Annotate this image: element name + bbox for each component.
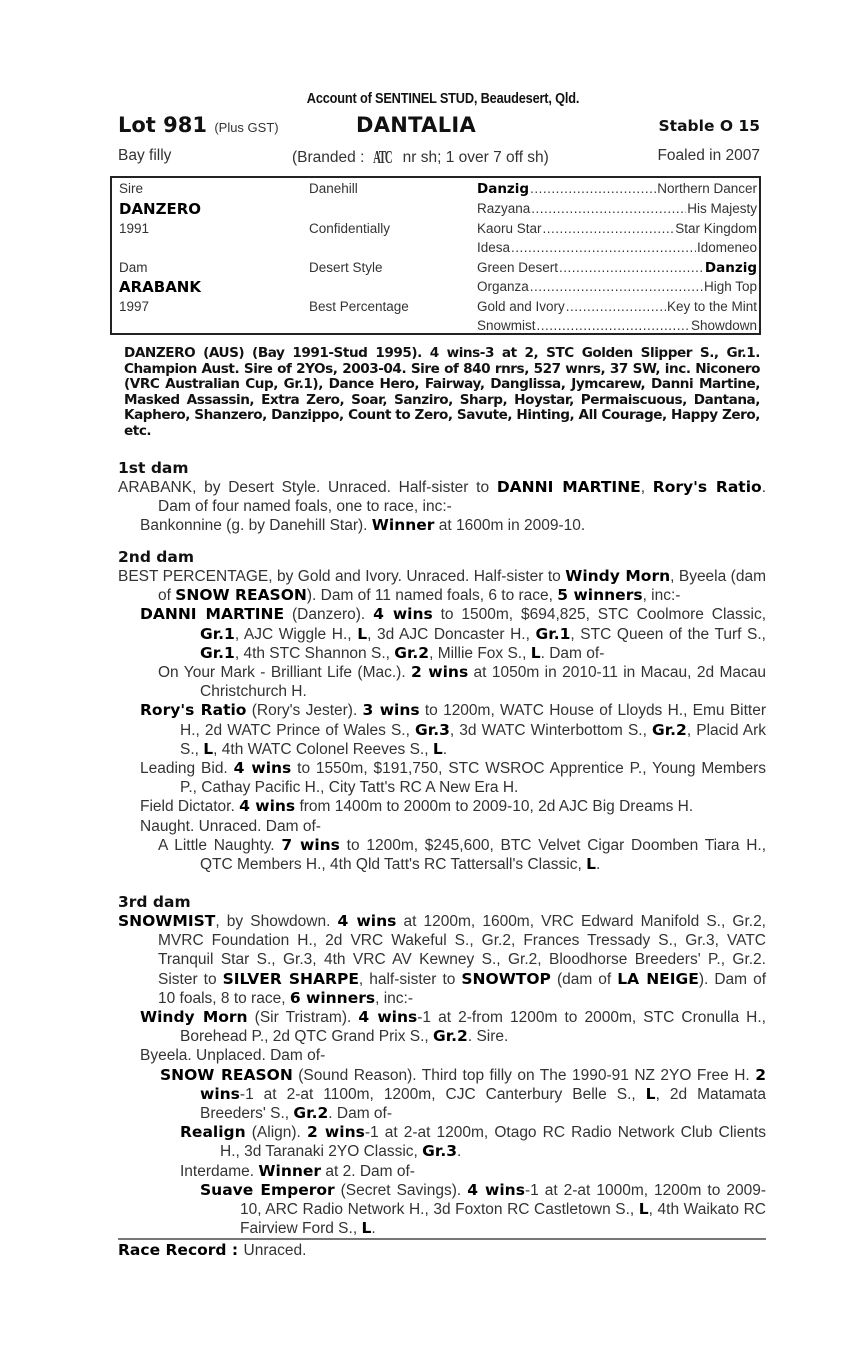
gen3-row bbox=[477, 279, 757, 294]
progeny-entry: Windy Morn (Sir Tristram). 4 wins-1 at 2-from 1200m to 2000m, STC Cronulla H., Borehead P., 2d QTC Grand Prix S., Gr.2. Sire. bbox=[140, 1008, 766, 1046]
gen3-right: High Top bbox=[703, 279, 757, 294]
sire-summary: DANZERO (AUS) (Bay 1991-Stud 1995). 4 wins-3 at 2, STC Golden Slipper S., Gr.1. Champion Aust. Sire of 2YOs, 2003-04. Sire of 840 rnrs, 527 wnrs, 37 SW, inc. Niconero (VRC Australian Cup, Gr.1), Dance Hero, Fairway, Danglissa, Jymcarew, Danni Martine, Masked Assassin, Extra Zero, Soar, Sanziro, Sharp, Hoystar, Permaiscuous, Dantana, Kaphero, Shanzero, Danzippo, Count to Zero, Savute, Hinting, All Courage, Happy Zero, etc. bbox=[124, 345, 760, 439]
leader-dots bbox=[511, 240, 696, 255]
dam-dam: Best Percentage bbox=[309, 299, 409, 314]
leader-dots bbox=[543, 221, 675, 236]
leader-dots bbox=[530, 279, 703, 294]
lot-label: Lot 981 bbox=[118, 113, 207, 137]
race-record-value: Unraced. bbox=[243, 1242, 307, 1259]
gen3-left: Idesa bbox=[477, 240, 511, 255]
gen3-left: Gold and Ivory bbox=[477, 299, 565, 314]
gen3-left: Organza bbox=[477, 279, 529, 294]
second-dam-heading: 2nd dam bbox=[118, 548, 195, 566]
leader-dots bbox=[530, 181, 656, 197]
gen3-right: Showdown bbox=[690, 318, 757, 333]
gen3-row bbox=[477, 260, 757, 276]
gen3-row bbox=[477, 221, 757, 236]
gen3-right: Key to the Mint bbox=[666, 299, 757, 314]
color-sex: Bay filly bbox=[118, 147, 172, 164]
sire-sire: Danehill bbox=[309, 181, 358, 196]
gen3-left: Kaoru Star bbox=[477, 221, 542, 236]
progeny-entry: Rory's Ratio (Rory's Jester). 3 wins to 1200m, WATC House of Lloyds H., Emu Bitter H., 2d WATC Prince of Wales S., Gr.3, 3d WATC Winterbottom S., Gr.2, Placid Ark S., L, 4th WATC Colonel Reeves S., L. bbox=[140, 701, 766, 758]
gen3-left: Green Desert bbox=[477, 260, 559, 275]
progeny-entry: Naught. Unraced. Dam of- bbox=[140, 817, 321, 835]
second-dam-summary: BEST PERCENTAGE, by Gold and Ivory. Unraced. Half-sister to Windy Morn, Byeela (dam of SNOW REASON). Dam of 11 named foals, 6 to race, 5 winners, inc:- bbox=[118, 567, 766, 605]
progeny-entry: DANNI MARTINE (Danzero). 4 wins to 1500m, $694,825, STC Coolmore Classic, Gr.1, AJC Wiggle H., L, 3d AJC Doncaster H., Gr.1, STC Queen of the Turf S., Gr.1, 4th STC Shannon S., Gr.2, Millie Fox S., L. Dam of- bbox=[140, 605, 767, 662]
gen3-row bbox=[477, 181, 757, 197]
brand-info bbox=[292, 147, 549, 168]
progeny-entry: Interdame. Winner at 2. Dam of- bbox=[180, 1161, 415, 1180]
gst-note: (Plus GST) bbox=[214, 120, 279, 135]
progeny-entry: Suave Emperor (Secret Savings). 4 wins-1 at 2-at 1000m, 1200m to 2009-10, ARC Radio Network H., 3d Foxton RC Castletown S., L, 4th Waikato RC Fairview Ford S., L. bbox=[200, 1180, 766, 1238]
leader-dots bbox=[537, 318, 690, 333]
sire-year: 1991 bbox=[119, 221, 150, 236]
first-dam-section bbox=[118, 459, 766, 536]
gen3-row bbox=[477, 318, 757, 333]
gen3-left: Snowmist bbox=[477, 318, 536, 333]
gen3-left: Razyana bbox=[477, 201, 531, 216]
progeny-entry: Realign (Align). 2 wins-1 at 2-at 1200m, Otago RC Radio Network Club Clients H., 3d Taranaki 2YO Classic, Gr.3. bbox=[180, 1123, 767, 1161]
gen3-row bbox=[477, 201, 757, 216]
sire-name: DANZERO bbox=[119, 200, 202, 218]
section-divider bbox=[118, 1238, 766, 1240]
race-record bbox=[118, 1241, 306, 1260]
leader-dots bbox=[566, 299, 666, 314]
brand-suffix: nr sh; 1 over 7 off sh) bbox=[398, 149, 549, 166]
progeny-entry: SNOW REASON (Sound Reason). Third top filly on The 1990-91 NZ 2YO Free H. 2 wins-1 at 2-at 1100m, 1200m, CJC Canterbury Belle S., L, 2d Matamata Breeders' S., Gr.2. Dam of- bbox=[160, 1065, 766, 1123]
gen3-row bbox=[477, 240, 757, 255]
dam-year: 1997 bbox=[119, 299, 150, 314]
progeny-entry: Bankonnine (g. by Danehill Star). Winner at 1600m in 2009-10. bbox=[140, 516, 586, 535]
dam-name: ARABANK bbox=[119, 278, 201, 296]
stable-location: Stable O 15 bbox=[658, 117, 760, 135]
gen3-right: Danzig bbox=[704, 260, 757, 276]
vendor-account: Account of SENTINEL STUD, Beaudesert, Qld. bbox=[306, 91, 580, 107]
gen3-right: Northern Dancer bbox=[657, 181, 757, 196]
sire-dam: Confidentially bbox=[309, 221, 391, 236]
progeny-entry: Field Dictator. 4 wins from 1400m to 2000m to 2009-10, 2d AJC Big Dreams H. bbox=[140, 797, 694, 816]
race-record-label: Race Record : bbox=[118, 1241, 244, 1259]
third-dam-heading: 3rd dam bbox=[118, 893, 191, 911]
progeny-entry: Byeela. Unplaced. Dam of- bbox=[140, 1047, 326, 1065]
first-dam-summary: ARABANK, by Desert Style. Unraced. Half-sister to DANNI MARTINE, Rory's Ratio. Dam of four named foals, one to race, inc:- bbox=[118, 478, 766, 516]
sire-label: Sire bbox=[119, 181, 144, 196]
gen3-right: Idomeneo bbox=[696, 240, 757, 255]
brand-mark-icon: ATC bbox=[372, 147, 392, 167]
progeny-entry: Leading Bid. 4 wins to 1550m, $191,750, STC WSROC Apprentice P., Young Members P., Cathay Pacific H., City Tatt's RC A New Era H. bbox=[140, 759, 766, 797]
progeny-entry: A Little Naughty. 7 wins to 1200m, $245,600, BTC Velvet Cigar Doomben Tiara H., QTC Members H., 4th Qld Tatt's RC Tattersall's Classic, L. bbox=[158, 835, 767, 874]
brand-prefix: (Branded : bbox=[292, 149, 369, 166]
lot-number bbox=[118, 113, 279, 137]
second-dam-section bbox=[118, 548, 766, 874]
dam-label: Dam bbox=[119, 260, 148, 275]
first-dam-heading: 1st dam bbox=[118, 459, 189, 477]
leader-dots bbox=[559, 260, 704, 276]
gen3-left: Danzig bbox=[477, 181, 530, 197]
pedigree-table bbox=[110, 176, 761, 335]
third-dam-summary: SNOWMIST, by Showdown. 4 wins at 1200m, 1600m, VRC Edward Manifold S., Gr.2, MVRC Foundation H., 2d VRC Wakeful S., Gr.2, Frances Tressady S., Gr.3, VATC Tranquil Star S., Gr.3, 4th VRC AV Kewney S., Gr.2, Bloodhorse Breeders' P., Gr.2. Sister to SILVER SHARPE, half-sister to SNOWTOP (dam of LA NEIGE). Dam of 10 foals, 8 to race, 6 winners, inc:- bbox=[118, 912, 766, 1007]
dam-sire: Desert Style bbox=[309, 260, 383, 275]
gen3-right: His Majesty bbox=[687, 201, 757, 216]
leader-dots bbox=[531, 201, 686, 216]
foaled-year: Foaled in 2007 bbox=[657, 147, 760, 164]
progeny-entry: On Your Mark - Brilliant Life (Mac.). 2 wins at 1050m in 2010-11 in Macau, 2d Macau Christchurch H. bbox=[158, 663, 766, 701]
gen3-right: Star Kingdom bbox=[675, 221, 757, 236]
gen3-row bbox=[477, 299, 757, 314]
third-dam-section bbox=[118, 893, 766, 1238]
horse-name: DANTALIA bbox=[356, 113, 477, 137]
